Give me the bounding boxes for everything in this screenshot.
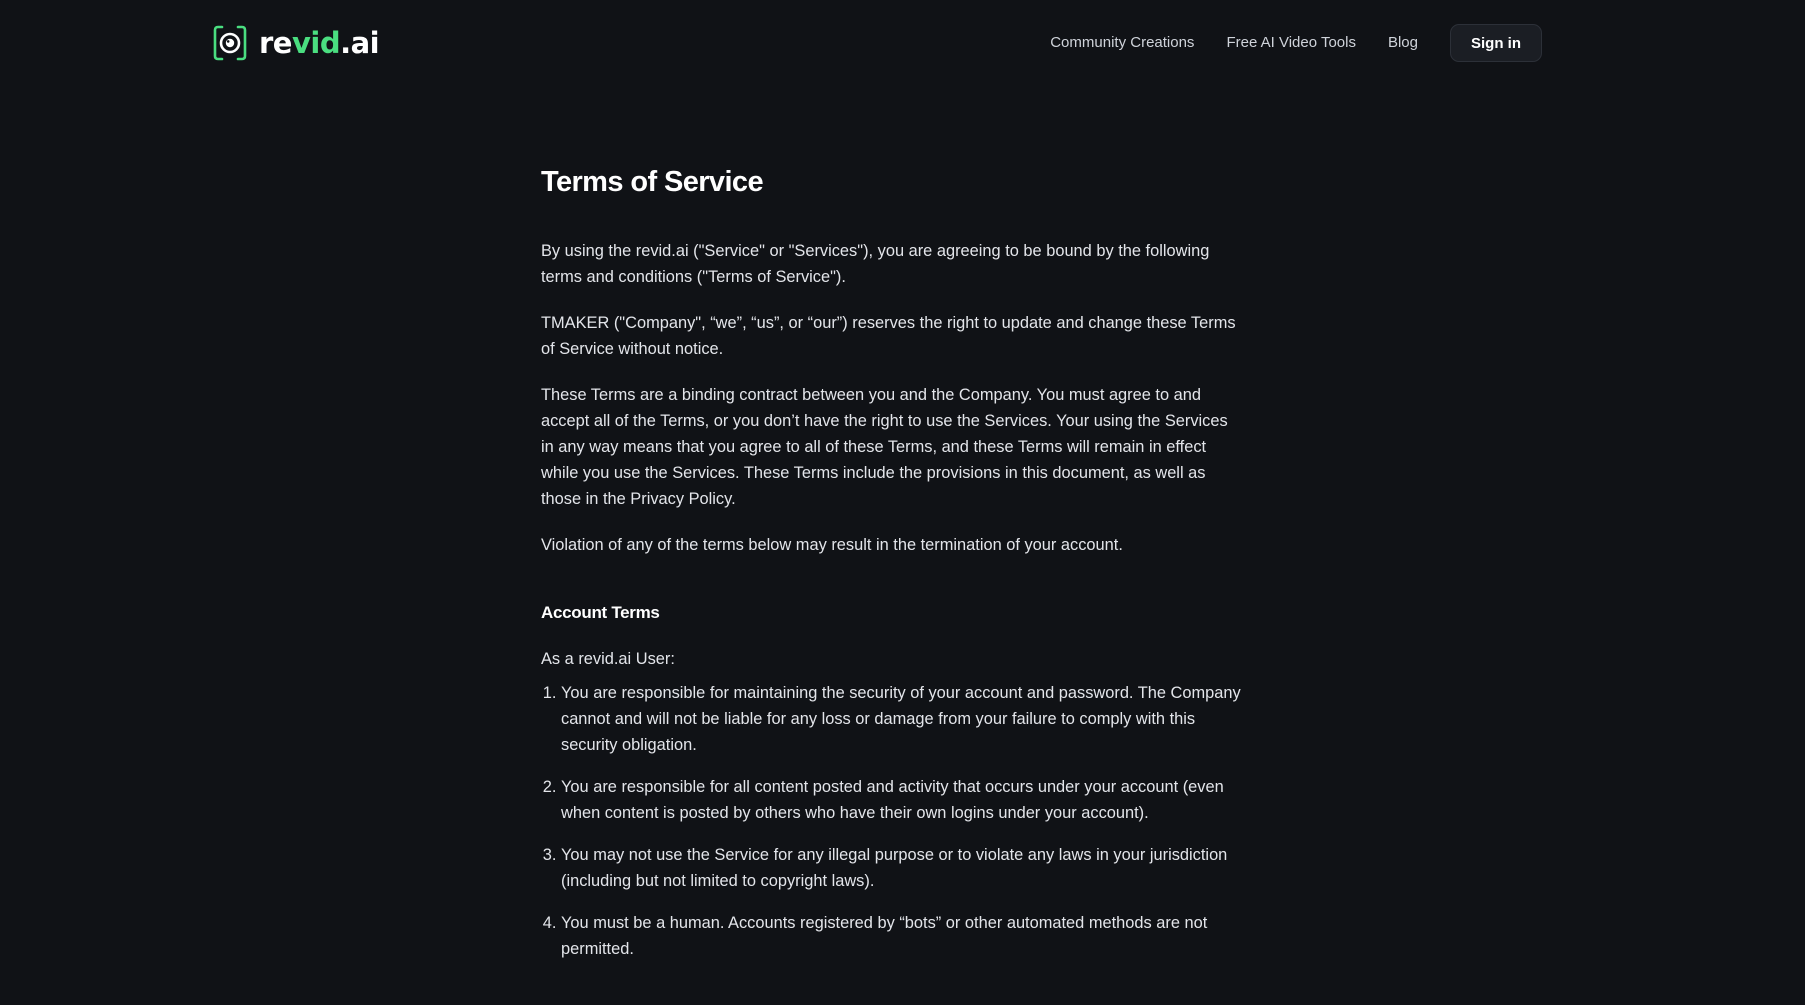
terms-content [541,160,1241,978]
nav-community-creations[interactable]: Community Creations [1050,34,1195,51]
logo-wordmark [259,24,379,62]
logo-prefix: re [259,26,292,60]
paragraph-violation: Violation of any of the terms below may result in the termination of your account. [541,536,1123,554]
logo-suffix: .ai [340,26,380,60]
list-item: 2. You are responsible for all content posted and activity that occurs under your account (even when content is posted by others who have their own logins under your account). [561,774,1241,826]
section-heading-account-terms: Account Terms [541,603,660,622]
sign-in-button[interactable]: Sign in [1450,24,1542,62]
list-item: 3. You may not use the Service for any illegal purpose or to violate any laws in your jurisdiction (including but not limited to copyright laws). [561,842,1241,894]
page-title: Terms of Service [541,166,763,198]
list-item: 1. You are responsible for maintaining the security of your account and password. The Company cannot and will not be liable for any loss or damage from your failure to comply with this security obligation. [561,680,1241,758]
nav-blog[interactable]: Blog [1387,34,1418,51]
camera-lens-icon [213,25,247,61]
paragraph-binding-contract: These Terms are a binding contract between you and the Company. You must agree to and accept all of the Terms, or you don’t have the right to use the Services. Your using the Services in any way means that you agree to all of these Terms, and these Terms will remain in effect while you use the Services. These Terms include the provisions in this document, as well as those in the Privacy Policy. [541,386,1228,508]
logo-accent: vid [291,26,341,60]
section-intro: As a revid.ai User: [541,650,675,668]
revid-logo[interactable] [213,24,379,62]
site-header [0,0,1805,86]
account-terms-list [541,680,1241,962]
main-nav [1050,24,1542,62]
nav-free-ai-video-tools[interactable]: Free AI Video Tools [1226,34,1356,51]
paragraph-intro: By using the revid.ai ("Service" or "Services"), you are agreeing to be bound by the following terms and conditions ("Terms of Service"). [541,242,1210,286]
paragraph-updates: TMAKER ("Company", “we”, “us”, or “our”) reserves the right to update and change these Terms of Service without notice. [541,314,1236,358]
list-item: 4. You must be a human. Accounts registered by “bots” or other automated methods are not permitted. [561,910,1241,962]
